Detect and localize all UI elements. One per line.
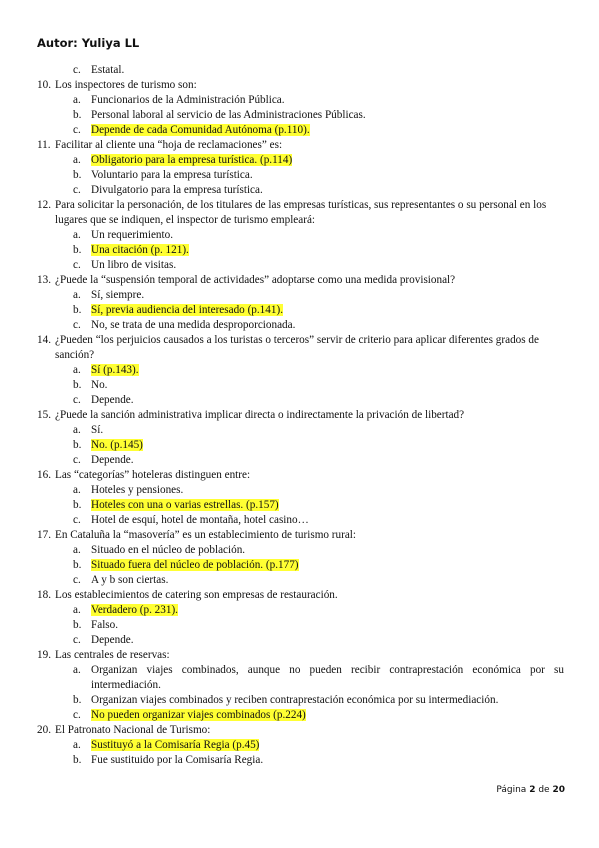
answer-option [37,633,564,648]
highlighted-answer-text: Depende de cada Comunidad Autónoma (p.110). [91,124,310,136]
option-letter: b. [73,169,82,181]
answer-option-correct [37,498,564,513]
option-letter: a. [73,229,81,241]
option-letter: b. [73,619,82,631]
answer-option-correct [37,603,564,618]
highlighted-answer-text: Hoteles con una o varias estrellas. (p.157) [91,499,279,511]
question [37,528,564,543]
answer-option [37,483,564,498]
option-text: No, se trata de una medida desproporcionada. [91,319,296,331]
highlighted-answer-text: No. (p.145) [91,439,143,451]
answer-option [37,663,564,693]
question-list [37,63,564,768]
question-number: 12. [37,199,51,211]
option-letter: b. [73,439,82,451]
option-letter: b. [73,379,82,391]
option-letter: a. [73,604,81,616]
answer-option [37,288,564,303]
option-letter: a. [73,424,81,436]
question-number: 19. [37,649,51,661]
question [37,648,564,663]
answer-option [37,393,564,408]
option-text: Falso. [91,619,119,631]
option-text: Sí, siempre. [91,289,145,301]
answer-option-correct [37,243,564,258]
option-letter: a. [73,94,81,106]
answer-option-correct [37,363,564,378]
answer-option [37,228,564,243]
question [37,78,564,93]
option-letter: b. [73,559,82,571]
option-text: Funcionarios de la Administración Pública. [91,94,285,106]
option-letter: c. [73,124,81,136]
answer-option [37,378,564,393]
option-letter: c. [73,514,81,526]
answer-option [37,513,564,528]
option-text: Personal laboral al servicio de las Administraciones Públicas. [91,109,366,121]
option-text: Un requerimiento. [91,229,174,241]
answer-option-correct [37,708,564,723]
question-text: ¿Puede la “suspensión temporal de actividades” adoptarse como una medida provisional? [55,274,456,286]
option-letter: c. [73,454,81,466]
question [37,333,564,363]
question [37,468,564,483]
option-letter: b. [73,304,82,316]
question [37,273,564,288]
question [37,198,564,228]
question-number: 10. [37,79,51,91]
option-text: Depende. [91,454,134,466]
highlighted-answer-text: Situado fuera del núcleo de población. (p.177) [91,559,299,571]
option-letter: a. [73,154,81,166]
option-letter: a. [73,484,81,496]
answer-option [37,453,564,468]
highlighted-answer-text: Obligatorio para la empresa turística. (p.114) [91,154,293,166]
option-letter: a. [73,289,81,301]
question-text: Las “categorías” hoteleras distinguen entre: [55,469,251,481]
option-letter: c. [73,319,81,331]
question-text: ¿Pueden “los perjuicios causados a los turistas o terceros” servir de criterio para aplicar diferentes grados de sanción? [55,334,539,361]
highlighted-answer-text: Sí, previa audiencia del interesado (p.141). [91,304,283,316]
page-label: Página [496,785,527,795]
option-letter: a. [73,544,81,556]
answer-option [37,618,564,633]
highlighted-answer-text: Sí (p.143). [91,364,139,376]
answer-option [37,423,564,438]
question-text: El Patronato Nacional de Turismo: [55,724,211,736]
option-letter: b. [73,754,82,766]
option-letter: b. [73,694,82,706]
option-letter: b. [73,499,82,511]
option-text: Organizan viajes combinados y reciben contraprestación económica por su intermediación. [91,694,499,706]
question-number: 18. [37,589,51,601]
answer-option [37,63,564,78]
option-letter: c. [73,64,81,76]
question-text: Los establecimientos de catering son empresas de restauración. [55,589,338,601]
answer-option [37,183,564,198]
question-number: 20. [37,724,51,736]
option-letter: c. [73,574,81,586]
answer-option-correct [37,123,564,138]
author-header: Autor: Yuliya LL [37,36,140,50]
answer-option [37,753,564,768]
option-letter: c. [73,634,81,646]
question-text: En Cataluña la “masovería” es un establecimiento de turismo rural: [55,529,357,541]
option-text: Hoteles y pensiones. [91,484,184,496]
option-letter: b. [73,244,82,256]
page-footer [496,785,565,795]
answer-option [37,108,564,123]
answer-option-correct [37,303,564,318]
question-text: Facilitar al cliente una “hoja de reclamaciones” es: [55,139,283,151]
answer-option [37,693,564,708]
question-text: ¿Puede la sanción administrativa implicar directa o indirectamente la privación de libertad? [55,409,465,421]
question-number: 11. [37,139,51,151]
answer-option-correct [37,558,564,573]
question-number: 16. [37,469,51,481]
question [37,138,564,153]
question-number: 13. [37,274,51,286]
answer-option-correct [37,153,564,168]
option-text: Depende. [91,394,134,406]
answer-option [37,318,564,333]
option-text: A y b son ciertas. [91,574,169,586]
page-separator: de [538,785,550,795]
highlighted-answer-text: Verdadero (p. 231). [91,604,178,616]
option-letter: c. [73,394,81,406]
answer-option [37,168,564,183]
answer-option [37,573,564,588]
option-letter: c. [73,184,81,196]
answer-option-correct [37,438,564,453]
question-number: 15. [37,409,51,421]
highlighted-answer-text: Sustituyó a la Comisaría Regia (p.45) [91,739,260,751]
answer-option [37,258,564,273]
option-text: Sí. [91,424,104,436]
option-text: Situado en el núcleo de población. [91,544,246,556]
page-total: 20 [552,785,565,795]
option-text: Organizan viajes combinados, aunque no pueden recibir contraprestación económica por su intermediación. [91,664,564,691]
highlighted-answer-text: Una citación (p. 121). [91,244,189,256]
option-text: No. [91,379,108,391]
question-text: Para solicitar la personación, de los titulares de las empresas turísticas, sus representantes o su personal en los lugares que se indiquen, el inspector de turismo empleará: [55,199,547,226]
option-text: Fue sustituido por la Comisaría Regia. [91,754,264,766]
option-letter: c. [73,259,81,271]
answer-option [37,93,564,108]
option-letter: a. [73,664,81,676]
option-text: Depende. [91,634,134,646]
option-text: Un libro de visitas. [91,259,177,271]
option-letter: a. [73,364,81,376]
question [37,588,564,603]
option-text: Divulgatorio para la empresa turística. [91,184,263,196]
option-text: Hotel de esquí, hotel de montaña, hotel casino… [91,514,309,526]
answer-option [37,543,564,558]
option-letter: c. [73,709,81,721]
question-text: Las centrales de reservas: [55,649,170,661]
page-number: 2 [529,785,536,795]
option-letter: a. [73,739,81,751]
question [37,408,564,423]
option-text: Estatal. [91,64,125,76]
option-letter: b. [73,109,82,121]
option-text: Voluntario para la empresa turística. [91,169,253,181]
answer-option-correct [37,738,564,753]
question-number: 17. [37,529,51,541]
question-number: 14. [37,334,51,346]
question [37,723,564,738]
highlighted-answer-text: No pueden organizar viajes combinados (p.224) [91,709,306,721]
question-text: Los inspectores de turismo son: [55,79,197,91]
